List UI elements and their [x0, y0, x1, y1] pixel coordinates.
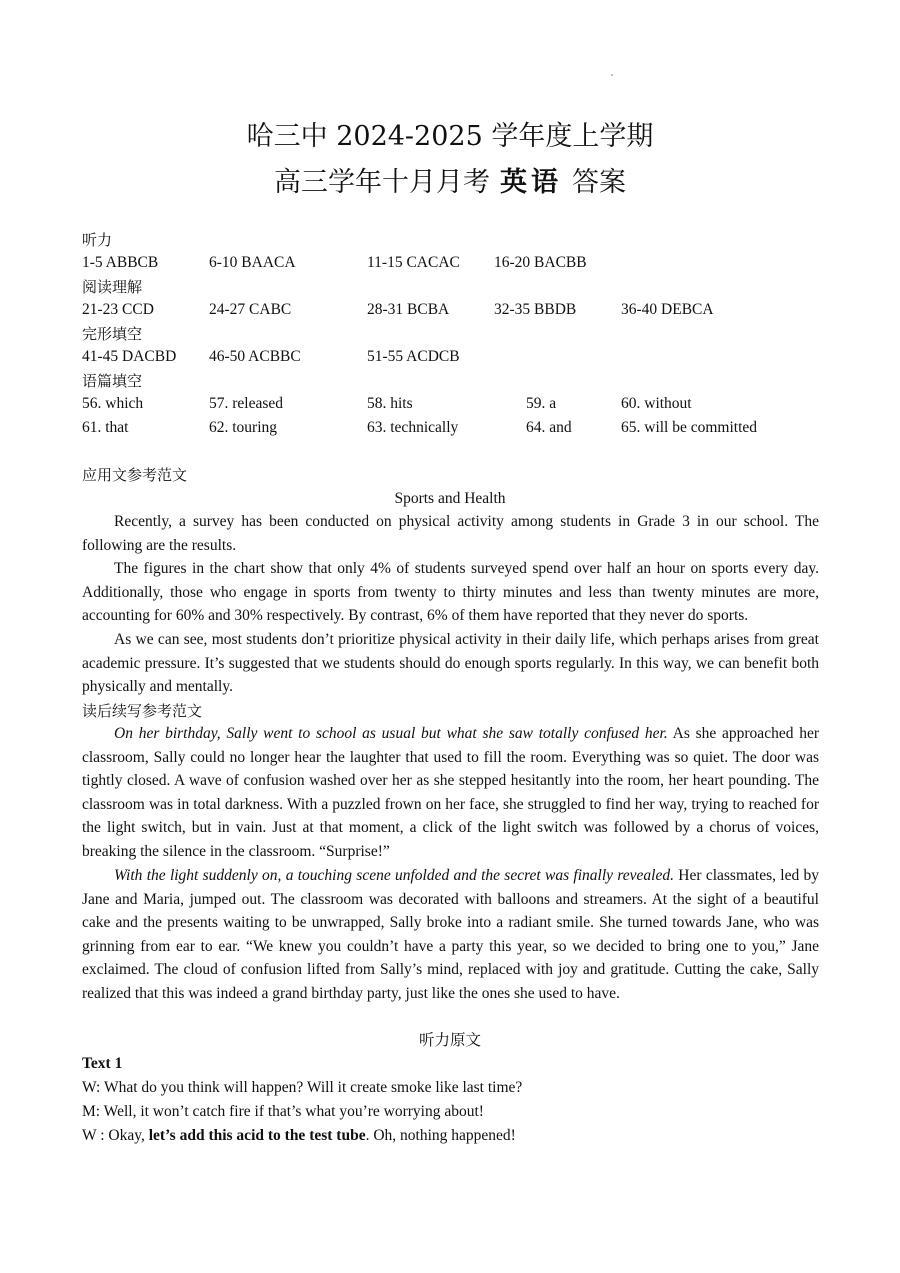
title-subject: 英语 — [500, 167, 562, 198]
section-heading-transcript: 听力原文 — [418, 1031, 481, 1049]
answer-group: 51-55 ACDCB — [367, 348, 460, 365]
section-heading-writing: 应用文参考范文 — [82, 466, 188, 484]
answer-group: 21-23 CCD — [82, 301, 154, 318]
answer-item: 61. that — [82, 419, 129, 436]
transcript-line: M: Well, it won’t catch fire if that’s what you’re worrying about! — [82, 1103, 484, 1120]
title-exam-name: 高三学年十月月考 — [274, 167, 490, 198]
essay-title: Sports and Health — [394, 490, 506, 507]
essay-paragraph: Recently, a survey has been conducted on physical activity among students in Grade 3 in our school. The following are the results. — [82, 513, 819, 554]
transcript-line — [82, 1126, 516, 1146]
answer-item: 65. will be committed — [621, 419, 758, 436]
essay-paragraph: As we can see, most students don’t prioritize physical activity in their daily life, which perhaps arises from great academic pressure. It’s suggested that we students should do enough sports regularly. In this way, we can benefit both physically and mentally. — [82, 631, 819, 696]
transcript-line: W: What do you think will happen? Will it create smoke like last time? — [82, 1079, 523, 1096]
answer-group: 1-5 ABBCB — [82, 254, 159, 271]
answer-item: 63. technically — [367, 419, 459, 436]
answer-item: 60. without — [621, 395, 692, 412]
speaker-prefix: W : Okay, — [82, 1127, 149, 1144]
answer-group: 46-50 ACBBC — [209, 348, 301, 365]
section-heading-cloze: 完形填空 — [82, 325, 143, 343]
transcript-text: . Oh, nothing happened! — [365, 1127, 516, 1144]
answer-item: 56. which — [82, 395, 144, 412]
page-title-line2 — [0, 160, 900, 199]
answer-item: 59. a — [526, 395, 557, 412]
key-phrase: let’s add this acid to the test tube — [148, 1127, 366, 1144]
section-heading-reading: 阅读理解 — [82, 278, 143, 296]
answer-item: 57. released — [209, 395, 284, 412]
essay-paragraph: The figures in the chart show that only 4% of students surveyed spend over half an hour on sports every day. Additionally, those who engage in sports from twenty to thirty minutes and less than twenty minutes are more, accounting for 60% and 30% respectively. By contrast, 6% of them have reported that they never do sports. — [82, 560, 819, 625]
section-heading-grammar: 语篇填空 — [82, 372, 143, 390]
title-answer-label: 答案 — [572, 167, 626, 198]
page-title-line1: 哈三中 2024-2025 学年度上学期 — [246, 121, 654, 152]
story-text: As she approached her classroom, Sally could no longer hear the laughter that used to fill the room. Everything was so quiet. The door was tightly closed. A wave of confusion washed over her as she stepped hesitantly into the room, her heart pounding. The classroom was in total darkness. With a puzzled frown on her face, she struggled to find her way, trying to reached for the light switch, but in vain. Just at that moment, a click of the light switch was followed by a chorus of voices, breaking the silence in the classroom. “Surprise!” — [82, 725, 819, 860]
answer-group: 41-45 DACBD — [82, 348, 177, 365]
answer-group: 36-40 DEBCA — [621, 301, 714, 318]
answer-group: 11-15 CACAC — [367, 254, 460, 271]
answer-group: 32-35 BBDB — [494, 301, 577, 318]
answer-item: 64. and — [526, 419, 572, 436]
answer-group: 28-31 BCBA — [367, 301, 450, 318]
given-opening-sentence: With the light suddenly on, a touching scene unfolded and the secret was finally revealed. — [114, 867, 674, 884]
section-heading-listening: 听力 — [82, 231, 113, 249]
answer-item: 62. touring — [209, 419, 278, 436]
answer-group: 16-20 BACBB — [494, 254, 587, 271]
story-paragraph — [82, 864, 819, 1006]
transcript-text-heading: Text 1 — [82, 1055, 123, 1072]
story-paragraph — [82, 722, 819, 864]
answer-item: 58. hits — [367, 395, 413, 412]
answer-group: 6-10 BAACA — [209, 254, 296, 271]
section-heading-continuation: 读后续写参考范文 — [82, 702, 203, 720]
story-text: Her classmates, led by Jane and Maria, jumped out. The classroom was decorated with balloons and streamers. At the sight of a beautiful cake and the presents waiting to be unwrapped, Sally broke into a radiant smile. She turned towards Jane, who was grinning from ear to ear. “We knew you couldn’t have a party this year, so we decided to bring one to you,” Jane exclaimed. The cloud of confusion lifted from Sally’s mind, replaced with joy and gratitude. Cutting the cake, Sally realized that this was indeed a grand birthday party, just like the ones she used to have. — [82, 867, 819, 1002]
scan-speck — [611, 74, 613, 76]
answer-group: 24-27 CABC — [209, 301, 292, 318]
given-opening-sentence: On her birthday, Sally went to school as usual but what she saw totally confused her. — [114, 725, 668, 742]
